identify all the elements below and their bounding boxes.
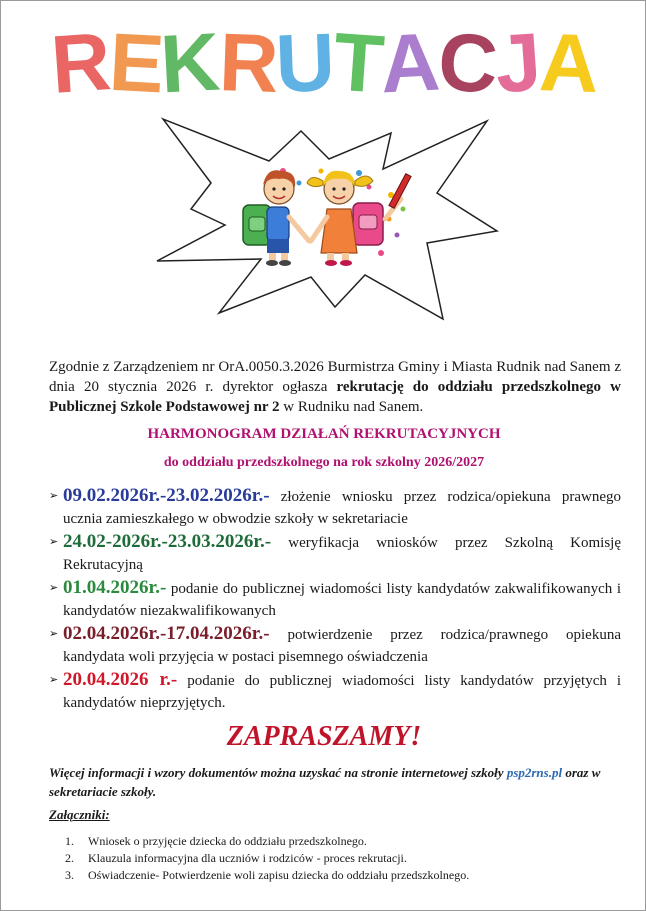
title-letter: A [378, 16, 441, 111]
arrow-bullet-icon: ➢ [49, 627, 59, 640]
arrow-bullet-icon: ➢ [49, 581, 59, 594]
intro-bold-text: rekrutację do oddziału przedszkolnego w Publicznej Szkole Podstawowej nr 2 [49, 379, 621, 415]
intro-paragraph [49, 357, 621, 417]
attachment-number: 2. [65, 851, 74, 865]
title-letter: R [217, 17, 278, 110]
attachment-text: Klauzula informacyjna dla uczniów i rodziców - proces rekrutacji. [88, 851, 407, 865]
title-letter: U [274, 17, 335, 110]
schedule-date: 20.04.2026 r.- [63, 669, 178, 690]
title-letter: R [47, 16, 112, 111]
school-website-link[interactable]: psp2rns.pl [506, 765, 563, 780]
attachment-text: Oświadczenie- Potwierdzenie woli zapisu dziecka do oddziału przedszkolnego. [88, 868, 470, 882]
attachment-number: 1. [65, 834, 74, 848]
schedule-date: 24.02-2026r.-23.03.2026r.- [63, 531, 272, 552]
arrow-bullet-icon: ➢ [49, 535, 59, 548]
schedule-item [49, 577, 621, 622]
schedule-item [49, 623, 621, 668]
schedule-description: weryfikacja wniosków przez Szkolną Komisję Rekrutacyjną [63, 535, 621, 573]
intro-text-part1: Zgodnie z Zarządzeniem nr OrA.0050.3.2026 Burmistrza Gminy i Miasta Rudnik nad Sanem z dnia 20 stycznia 2026 r. dyrektor ogłasza [49, 359, 621, 395]
attachment-number: 3. [65, 868, 74, 882]
schedule-description: podanie do publicznej wiadomości listy kandydatów zakwalifikowanych i kandydatów niezakwalifikowanych [63, 581, 621, 619]
attachment-item [65, 867, 625, 884]
title-letter: E [106, 16, 165, 111]
attachments-list [65, 833, 625, 884]
schedule-description: potwierdzenie przez rodzica/prawnego opiekuna kandydata woli przyjęcia w postaci pisemnego oświadczenia [63, 627, 621, 665]
more-info-text: Więcej informacji i wzory dokumentów można uzyskać na stronie internetowej szkoły [49, 765, 507, 780]
title-letter: K [158, 16, 221, 111]
schedule-description: podanie do publicznej wiadomości listy kandydatów przyjętych i kandydatów nieprzyjętych. [63, 673, 621, 711]
schedule-list [49, 485, 621, 715]
schedule-item [49, 669, 621, 714]
attachment-item [65, 833, 625, 850]
title-letter: A [537, 17, 599, 110]
title-letter: C [436, 16, 499, 111]
harmonogram-title: HARMONOGRAM DZIAŁAŃ REKRUTACYJNYCH [147, 426, 501, 442]
attachments-heading: Załączniki: [49, 807, 110, 822]
attachment-text: Wniosek o przyjęcie dziecka do oddziału przedszkolnego. [88, 834, 367, 848]
schedule-description: złożenie wniosku przez rodzica/opiekuna prawnego ucznia zamieszkałego w obwodzie szkoły w sekretariacie [63, 489, 621, 527]
arrow-bullet-icon: ➢ [49, 489, 59, 502]
more-info-note [49, 763, 619, 801]
schedule-item [49, 485, 621, 530]
schedule-date: 01.04.2026r.- [63, 577, 167, 598]
starburst-illustration [151, 113, 501, 325]
attachment-item [65, 850, 625, 867]
title-letter: T [330, 16, 385, 111]
harmonogram-subtitle: do oddziału przedszkolnego na rok szkolny 2026/2027 [163, 455, 485, 470]
schedule-item [49, 531, 621, 576]
intro-text-part2: w Rudniku nad Sanem. [279, 399, 424, 415]
schedule-date: 02.04.2026r.-17.04.2026r.- [63, 623, 270, 644]
zapraszamy-heading: ZAPRASZAMY! [226, 721, 422, 752]
more-info-text-end: oraz w sekretariacie szkoły. [49, 765, 601, 799]
schedule-date: 09.02.2026r.-23.02.2026r.- [63, 485, 270, 506]
arrow-bullet-icon: ➢ [49, 673, 59, 686]
title-letter: J [491, 16, 542, 111]
rekrutacja-title [1, 16, 646, 111]
